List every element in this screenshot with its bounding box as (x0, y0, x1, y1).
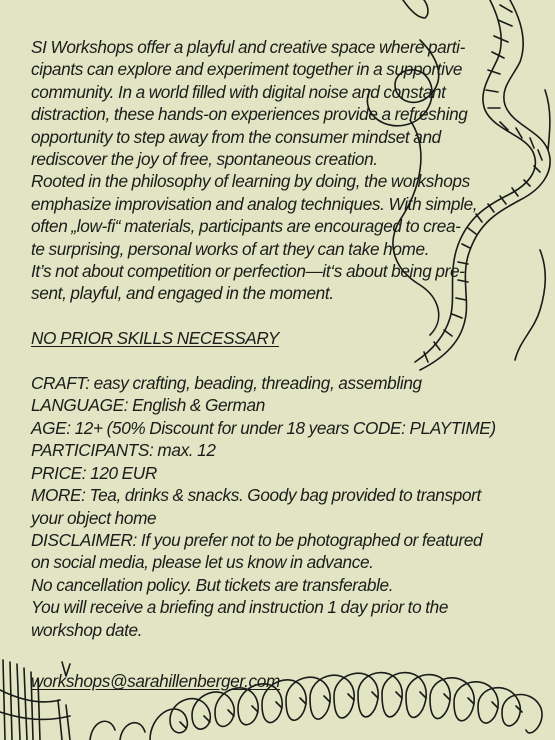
doodle-top-curve (403, 0, 428, 18)
detail-line: No cancellation policy. But tickets are transferable. (31, 574, 394, 595)
detail-line: PARTICIPANTS: max. 12 (31, 440, 216, 461)
intro-paragraph (31, 36, 531, 305)
detail-line: CRAFT: easy crafting, beading, threading, assembling (31, 373, 422, 394)
text-line: community. In a world filled with digital noise and constant (31, 81, 446, 102)
text-line: It’s not about competition or perfection—it‘s about being pre- (31, 261, 465, 282)
workshop-info-text (31, 36, 531, 641)
text-line: opportunity to step away from the consumer mindset and (31, 126, 441, 147)
text-line: sent, playful, and engaged in the moment. (31, 283, 334, 304)
detail-line: You will receive a briefing and instruction 1 day prior to the (31, 597, 449, 618)
detail-line: workshop date. (31, 619, 143, 640)
doodle-spiral-shading (180, 692, 522, 728)
no-skills-heading: NO PRIOR SKILLS NECESSARY (31, 328, 279, 349)
doodle-bottom-left-loops (90, 721, 145, 740)
detail-line: DISCLAIMER: If you prefer not to be photographed or featured (31, 529, 483, 550)
text-line: distraction, these hands-on experiences provide a refreshing (31, 104, 468, 125)
detail-line: PRICE: 120 EUR (31, 462, 157, 483)
text-line: cipants can explore and experiment together in a supportive (31, 59, 463, 80)
text-line: emphasize improvisation and analog techniques. With simple, (31, 193, 478, 214)
text-line: rediscover the joy of free, spontaneous creation. (31, 149, 378, 170)
detail-line: on social media, please let us know in advance. (31, 552, 374, 573)
text-line: SI Workshops offer a playful and creative space where parti- (31, 37, 466, 57)
text-line: Rooted in the philosophy of learning by doing, the workshops (31, 171, 470, 192)
workshop-details (31, 372, 531, 641)
text-line: often „low-fi“ materials, participants are encouraged to crea- (31, 216, 461, 237)
email-link[interactable]: workshops@sarahillenberger.com (31, 671, 280, 691)
detail-line: MORE: Tea, drinks & snacks. Goody bag provided to transport (31, 485, 481, 506)
text-line: te surprising, personal works of art they can take home. (31, 238, 430, 259)
detail-line: LANGUAGE: English & German (31, 395, 265, 416)
detail-line: AGE: 12+ (50% Discount for under 18 years CODE: PLAYTIME) (31, 417, 496, 438)
detail-line: your object home (31, 507, 157, 528)
